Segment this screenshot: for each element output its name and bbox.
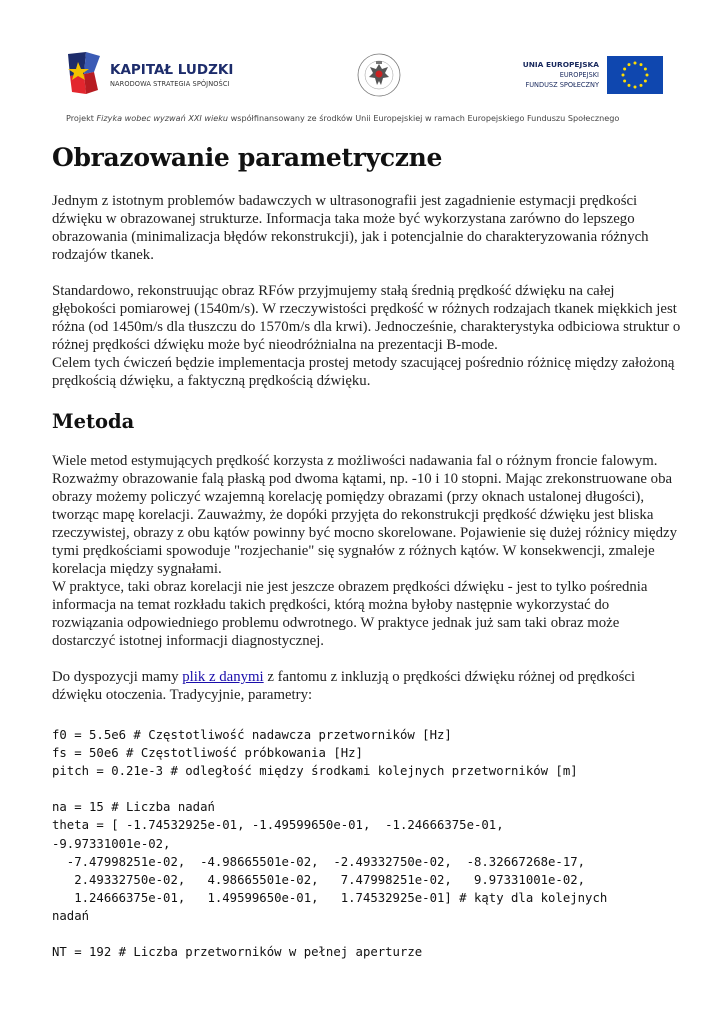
data-file-link[interactable]: plik z danymi: [182, 669, 264, 685]
project-name: Fizyka wobec wyzwań XXI wieku: [96, 113, 229, 123]
page-header: [0, 0, 725, 135]
eu-social-fund-logo: [508, 56, 663, 96]
kapital-ludzki-mark-icon: [64, 50, 104, 96]
project-line: [66, 113, 619, 123]
method-heading: Metoda: [52, 410, 135, 433]
kapital-ludzki-title: KAPITAŁ LUDZKI: [110, 62, 234, 78]
intro-paragraph-1: Jednym z istotnym problemów badawczych w ultrasonografii jest zagadnienie estymacji prędkości dźwięku w obrazowanej strukturze. Informacja taka może być wykorzystana zarówno do lepszego obrazowania (minimalizacja błędów rekonstrukcji), jak i potencjalnie do charakteryzowania różnych rodzajów tkanek.: [52, 193, 649, 263]
intro-paragraph-3: Celem tych ćwiczeń będzie implementacja prostej metody szacującej pośrednio różnicę między założoną prędkością dźwięku, a faktyczną prędkością dźwięku.: [52, 355, 675, 389]
intro-paragraph-2: Standardowo, rekonstruując obraz RFów przyjmujemy stałą średnią prędkość dźwięku na całej głębokości pomiarowej (1540m/s). W rzeczywistości prędkość w różnych rodzajach tkanek miękkich jest różna (od 1450m/s dla tłuszczu do 1570m/s dla krwi). Jednocześnie, charakterystyka odbiciowa struktur o różnej prędkości dźwięku może być nieodróżnialna na prezentacji B-mode.: [52, 283, 681, 353]
project-suffix: współfinansowany ze środków Unii Europejskiej w ramach Europejskiego Funduszu Społecznego: [228, 113, 620, 123]
eu-line-1: UNIA EUROPEJSKA: [522, 60, 599, 69]
project-prefix: Projekt: [66, 113, 97, 123]
eu-star-icon: [634, 62, 637, 65]
parameters-code-block: f0 = 5.5e6 # Częstotliwość nadawcza przetworników [Hz] fs = 50e6 # Częstotliwość próbkowania [Hz] pitch = 0.21e-3 # odległość między środkami kolejnych przetworników [m] na = 15 # Liczba nadań theta = [ -1.74532925e-01, -1.49599650e-01, -1.24666375e-01, -9.97331001e-02, -7.47998251e-02, -4.98665501e-02, -2.49332750e-02, -8.32667268e-17, 2.49332750e-02, 4.98665501e-02, 7.47998251e-02, 9.97331001e-02, 1.24666375e-01, 1.49599650e-01, 1.74532925e-01] # kąty dla kolejnych nadań NT = 192 # Liczba przetworników w pełnej aperturze: [52, 728, 608, 960]
eu-star-icon: [623, 68, 626, 71]
data-paragraph-suffix: z fantomu z inkluzją o prędkości dźwięku różnej od prędkości dźwięku otoczenia. Tradycyjnie, parametry:: [52, 669, 636, 703]
eu-star-icon: [628, 63, 631, 66]
university-eagle-icon: [356, 52, 402, 98]
eu-star-icon: [646, 74, 649, 77]
eu-star-icon: [628, 84, 631, 87]
university-seal: [356, 52, 402, 98]
kapital-ludzki-logo: [64, 48, 244, 100]
eu-line-3: FUNDUSZ SPOŁECZNY: [525, 81, 599, 89]
eu-star-icon: [644, 68, 647, 71]
page-title: Obrazowanie parametryczne: [52, 143, 443, 172]
eu-star-icon: [623, 80, 626, 83]
eu-star-icon: [640, 63, 643, 66]
data-paragraph-prefix: Do dyspozycji mamy: [52, 669, 183, 685]
document-body: [52, 138, 682, 961]
method-paragraph-2: W praktyce, taki obraz korelacji nie jest jeszcze obrazem prędkości dźwięku - jest to tylko pośrednia informacja na temat rozkładu takich prędkości, którą można byłoby następnie wykorzystać do rozwiązania odpowiedniego problemu odwrotnego. W praktyce jednak już sam taki obraz może dostarczyć istotnej informacji diagnostycznej.: [52, 579, 648, 649]
eu-star-icon: [644, 80, 647, 83]
eu-star-icon: [634, 86, 637, 89]
eu-star-icon: [640, 84, 643, 87]
kapital-ludzki-subtitle: NARODOWA STRATEGIA SPÓJNOŚCI: [110, 80, 230, 88]
eu-line-2: EUROPEJSKI: [559, 71, 599, 79]
eu-flag-icon: [607, 56, 663, 94]
eu-star-icon: [622, 74, 625, 77]
method-paragraph-1: Wiele metod estymujących prędkość korzysta z możliwości nadawania fal o różnym froncie falowym. Rozważmy obrazowanie falą płaską pod dwoma kątami, np. -10 i 10 stopni. Mając zrekonstruowane oba obrazy możemy policzyć wzajemną korelację pomiędzy obrazami (przy oknach ustalonej długości), tworząc mapę korelacji. Zauważmy, że dopóki przyjęta do rekonstrukcji prędkość dźwięku jest bliska rzeczywistej, obrazy z obu kątów powinny być mocno skorelowane. Pojawienie się dużej różnicy między tymi prędkościami spowoduje "rozjechanie" się sygnałów z różnych kątów. W konsekwencji, zmaleje korelacja między sygnałami.: [52, 453, 677, 577]
data-paragraph: [52, 668, 682, 704]
